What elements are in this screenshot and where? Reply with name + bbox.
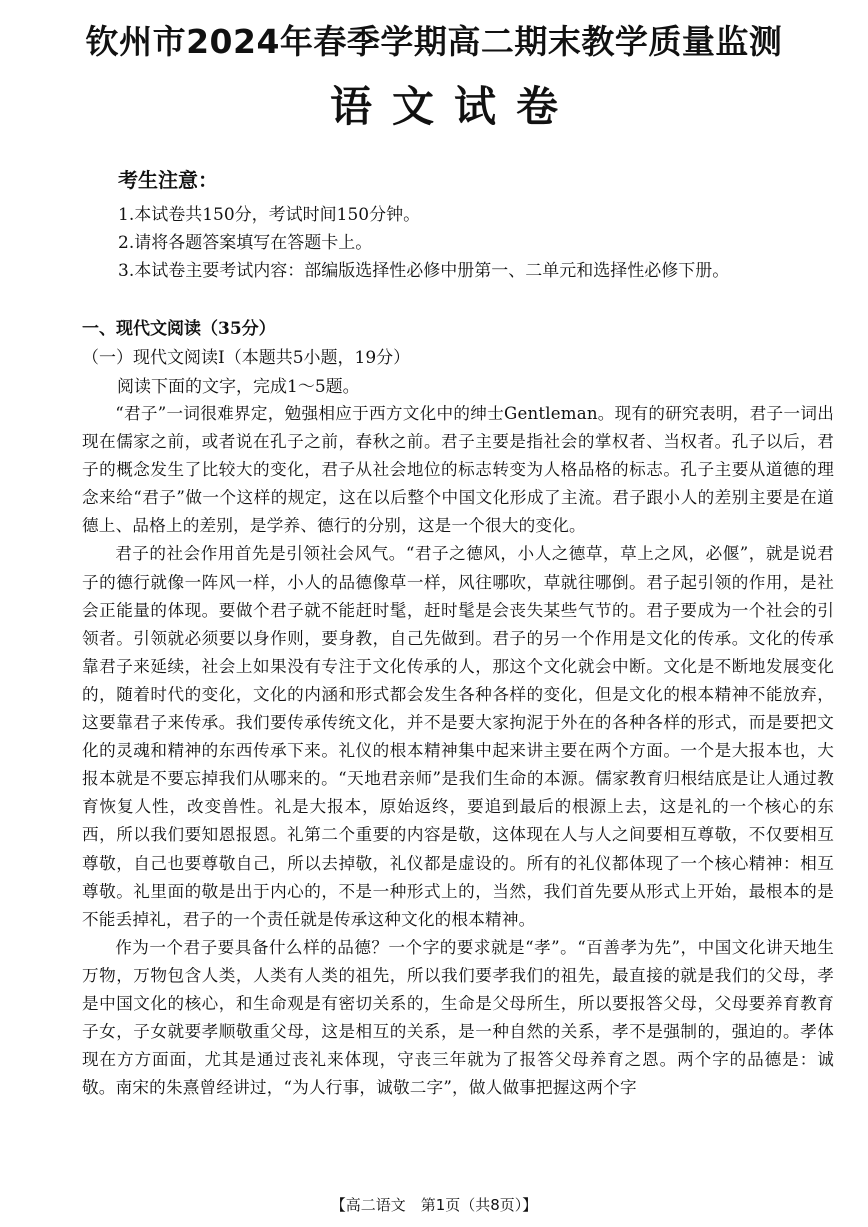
- section-intro: 阅读下面的文字，完成1～5题。: [117, 377, 360, 397]
- passage-paragraph-2: 君子的社会作用首先是引领社会风气。“君子之德风，小人之德草，草上之风，必偃”，就是说君子的德行就像一阵风一样，小人的品德像草一样，风往哪吹，草就往哪倒。君子起引领的作用，是社会正能量的体现。要做个君子就不能赶时髦，赶时髦是会丧失某些气节的。君子要成为一个社会的引领者。引领就必须要以身作则，要身教，自己先做到。君子的另一个作用是文化的传承。文化的传承靠君子来延续，社会上如果没有专注于文化传承的人，那这个文化就会中断。文化是不断地发展变化的，随着时代的变化，文化的内涵和形式都会发生各种各样的变化，但是文化的根本精神不能放弃，这要靠君子来传承。我们要传承传统文化，并不是要大家拘泥于外在的各种各样的形式，而是要把文化的灵魂和精神的东西传承下来。礼仪的根本精神集中起来讲主要在两个方面。一个是大报本也，大报本就是不要忘掉我们从哪来的。“天地君亲师”是我们生命的本源。儒家教育归根结底是让人通过教育恢复人性，改变兽性。礼是大报本，原始返终，要追到最后的根源上去，这是礼的一个核心的东西，所以我们要知恩报恩。礼第二个重要的内容是敬，这体现在人与人之间要相互尊敬，不仅要相互尊敬，自己也要尊敬自己，所以去掉敬，礼仪都是虚设的。所有的礼仪都体现了一个核心精神：相互尊敬。礼里面的敬是出于内心的，不是一种形式上的，当然，我们首先要从形式上开始，最根本的是不能丢掉礼，君子的一个责任就是传承这种文化的根本精神。: [82, 544, 834, 929]
- exam-title: 钦州市2024年春季学期高二期末教学质量监测: [85, 22, 783, 61]
- section-subtitle: （一）现代文阅读Ⅰ（本题共5小题，19分）: [82, 348, 411, 368]
- passage-paragraph-3: 作为一个君子要具备什么样的品德？一个字的要求就是“孝”。“百善孝为先”，中国文化讲天地生万物，万物包含人类，人类有人类的祖先，所以我们要孝我们的祖先，最直接的就是我们的父母，孝是中国文化的核心，和生命观是有密切关系的，生命是父母所生，所以要报答父母，父母要养育教育子女，子女就要孝顺敬重父母，这是相互的关系，是一种自然的关系，孝不是强制的，强迫的。孝体现在方方面面，尤其是通过丧礼来体现，守丧三年就为了报答父母养育之恩。两个字的品德是：诚敬。南宋的朱熹曾经讲过，“为人行事，诚敬二字”，做人做事把握这两个字: [82, 937, 834, 1098]
- reading-passage: [82, 400, 834, 1102]
- section-title: 一、现代文阅读（35分）: [82, 319, 276, 339]
- exam-subtitle: 语文试卷: [329, 82, 578, 131]
- notice-item-2: 2.请将各题答案填写在答题卡上。: [118, 233, 373, 253]
- notice-heading: 考生注意：: [118, 168, 218, 192]
- page-footer: 【高二语文 第1页（共8页）】: [330, 1196, 538, 1214]
- notice-item-3: 3.本试卷主要考试内容：部编版选择性必修中册第一、二单元和选择性必修下册。: [118, 261, 730, 281]
- passage-paragraph-1: “君子”一词很难界定，勉强相应于西方文化中的绅士Gentleman。现有的研究表明，君子一词出现在儒家之前，或者说在孔子之前，春秋之前。君子主要是指社会的掌权者、当权者。孔子以后，君子的概念发生了比较大的变化，君子从社会地位的标志转变为人格品格的标志。孔子主要从道德的理念来给“君子”做一个这样的规定，这在以后整个中国文化形成了主流。君子跟小人的差别主要是在道德上、品格上的差别，是学养、德行的分别，这是一个很大的变化。: [82, 404, 834, 536]
- notice-item-1: 1.本试卷共150分，考试时间150分钟。: [118, 205, 421, 225]
